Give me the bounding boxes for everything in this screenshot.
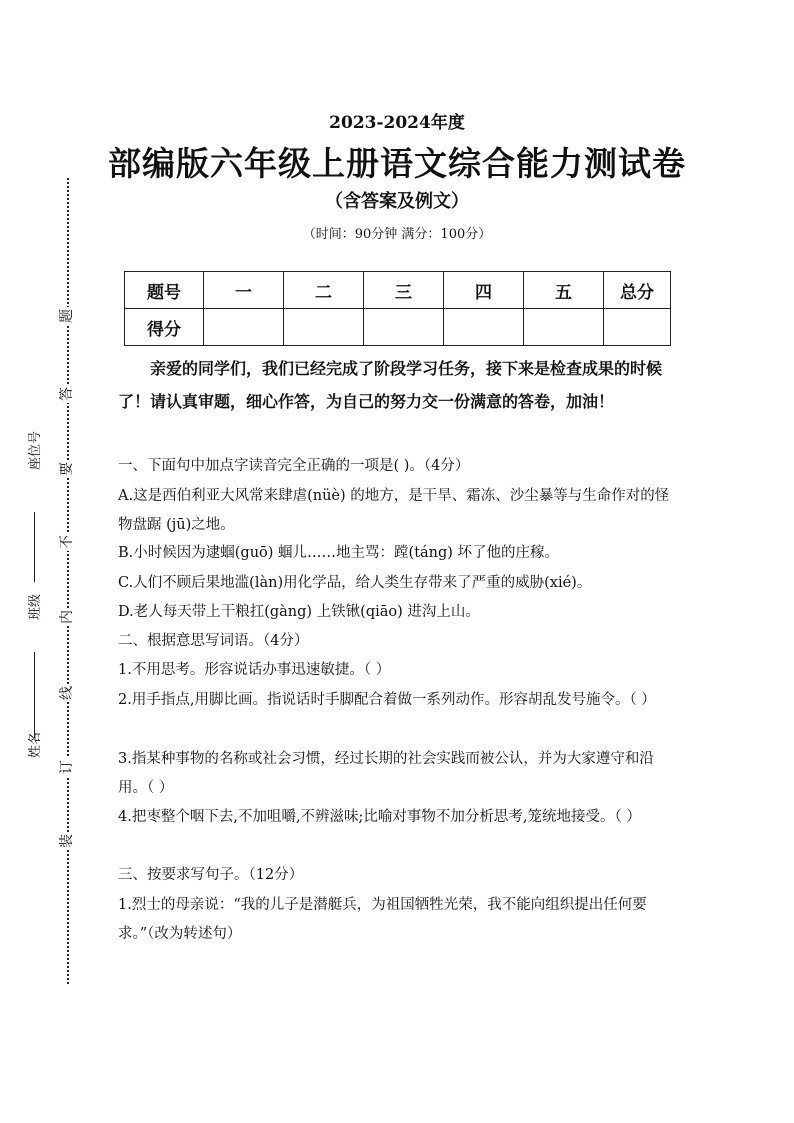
question-1-title: 一、下面句中加点字读音完全正确的一项是( )。（4分） bbox=[118, 458, 470, 474]
binding-char: 内 bbox=[59, 610, 75, 624]
question-2-item-2: 2.用手指点,用脚比画。指说话时手脚配合着做一系列动作。形容胡乱发号施令。（ ） bbox=[118, 692, 656, 708]
binding-char: 题 bbox=[59, 309, 75, 323]
score-entry-cell[interactable] bbox=[364, 309, 444, 346]
question-2-title: 二、根据意思写词语。（4分） bbox=[118, 633, 309, 649]
question-3-title: 三、按要求写句子。（12分） bbox=[118, 867, 304, 883]
binding-char: 不 bbox=[59, 535, 75, 549]
table-cell: 得分 bbox=[125, 309, 204, 346]
table-cell: 一 bbox=[204, 272, 284, 309]
exam-title: 部编版六年级上册语文综合能力测试卷 bbox=[108, 144, 686, 183]
class-field[interactable] bbox=[34, 512, 35, 582]
score-entry-cell[interactable] bbox=[204, 309, 284, 346]
table-cell: 二 bbox=[284, 272, 364, 309]
question-2-item-3: 3.指某种事物的名称或社会习惯，经过长期的社会实践而被公认，并为大家遵守和沿用。（ ） bbox=[118, 751, 654, 796]
table-cell: 题号 bbox=[125, 272, 204, 309]
table-cell: 总分 bbox=[604, 272, 671, 309]
binding-dotted-line bbox=[67, 178, 69, 984]
binding-char: 要 bbox=[59, 462, 75, 476]
question-1-option-b: B.小时候因为逮蝈(guō) 蝈儿……地主骂：蹚(táng) 坏了他的庄稼。 bbox=[118, 545, 560, 561]
score-table bbox=[124, 271, 671, 346]
binding-char: 订 bbox=[59, 760, 75, 774]
binding-char: 线 bbox=[59, 686, 75, 700]
seat-number-label: 座位号 bbox=[28, 430, 43, 470]
binding-char: 答 bbox=[59, 387, 75, 401]
table-cell: 五 bbox=[524, 272, 604, 309]
exam-subtitle: （含答案及例文） bbox=[325, 191, 469, 212]
question-2-item-4: 4.把枣整个咽下去,不加咀嚼,不辨滋味;比喻对事物不加分析思考,笼统地接受。（ ） bbox=[118, 809, 641, 825]
score-entry-cell[interactable] bbox=[284, 309, 364, 346]
score-entry-cell[interactable] bbox=[524, 309, 604, 346]
table-cell: 四 bbox=[444, 272, 524, 309]
question-2-item-1: 1.不用思考。形容说话办事迅速敏捷。（ ） bbox=[118, 662, 391, 678]
name-label: 姓名 bbox=[28, 731, 43, 758]
score-table-header-row bbox=[125, 272, 671, 309]
exam-year: 2023-2024年度 bbox=[329, 113, 465, 133]
name-field[interactable] bbox=[34, 652, 35, 738]
question-3-item-1: 1.烈士的母亲说：“我的儿子是潜艇兵，为祖国牺牲光荣，我不能向组织提出任何要求。”（改为转述句） bbox=[118, 897, 647, 942]
binding-char: 装 bbox=[59, 834, 75, 848]
table-cell: 三 bbox=[364, 272, 444, 309]
score-entry-cell[interactable] bbox=[444, 309, 524, 346]
time-info: （时间：90分钟 满分：100分） bbox=[302, 227, 492, 242]
question-1-option-a: A.这是西伯利亚大风常来肆虐(nüè) 的地方，是干旱、霜冻、沙尘暴等与生命作对的怪物盘踞 (jū)之地。 bbox=[118, 488, 670, 533]
score-entry-cell[interactable] bbox=[604, 309, 671, 346]
question-1-option-c: C.人们不顾后果地滥(làn)用化学品，给人类生存带来了严重的威胁(xié)。 bbox=[118, 575, 592, 591]
question-1-option-d: D.老人每天带上干粮扛(gàng) 上铁锹(qiāo) 进沟上山。 bbox=[118, 604, 480, 620]
score-table-score-row bbox=[125, 309, 671, 346]
class-label: 班级 bbox=[28, 593, 43, 620]
intro-paragraph: 亲爱的同学们，我们已经完成了阶段学习任务，接下来是检查成果的时候了！请认真审题，细心作答，为自己的努力交一份满意的答卷，加油！ bbox=[118, 359, 663, 411]
